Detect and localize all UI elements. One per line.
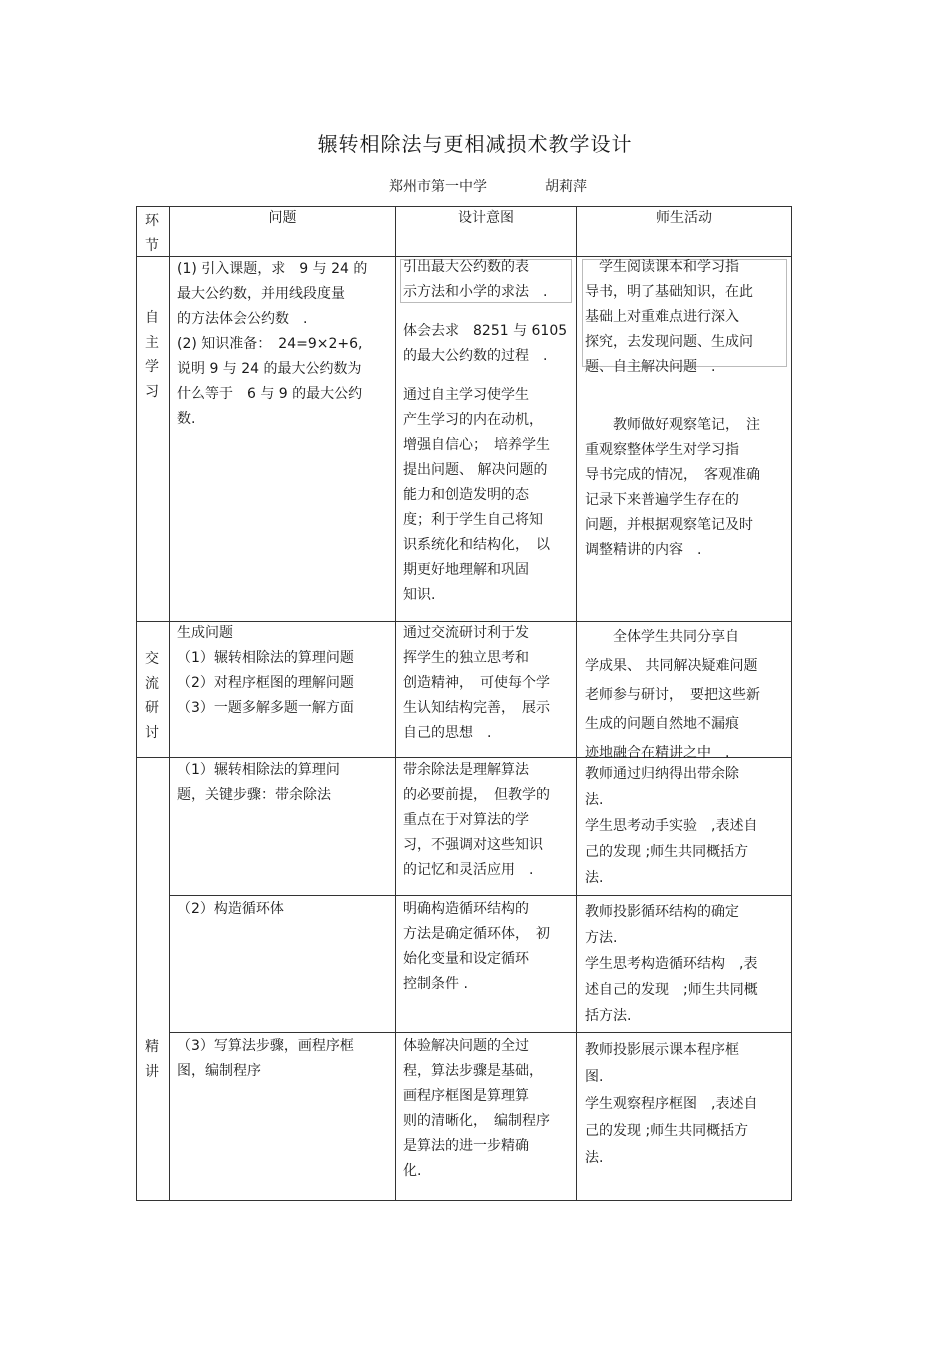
table-col-divider	[395, 206, 396, 1201]
stage-discussion: 交 流 研 讨	[145, 651, 159, 741]
activity-lecture-3: 教师投影展示课本程序框 图. 学生观察程序框图 ,表述自 己的发现 ;师生共同概括方 法.	[585, 1042, 758, 1166]
stage-lecture: 精 讲	[145, 1039, 159, 1080]
activity-discussion: 全体学生共同分享自 学成果、 共同解决疑难问题 老师参与研讨， 要把这些新 生成的问题自然地不漏痕 迹地融合在精讲之中 .	[585, 629, 760, 761]
header-intent: 设计意图	[458, 210, 514, 226]
header-activity: 师生活动	[656, 210, 712, 226]
question-lecture-1: （1）辗转相除法的算理问 题，关键步骤：带余除法	[177, 762, 340, 803]
activity-lecture-2: 教师投影循环结构的确定 方法. 学生思考构造循环结构 ,表 述自己的发现 ;师生共同概 括方法.	[585, 904, 758, 1024]
school-name: 郑州市第一中学	[389, 179, 487, 195]
activity-self-study: 学生阅读课本和学习指 导书，明了基础知识，在此 基础上对重难点进行深入 探究，去发现问题、生成问 题、自主解决问题 . 教师做好观察笔记， 注 重观察整体学生对学习指 导书完成的情况， 客观准确 记录下来普遍学生存在的 问题，并根据观察笔记及时 调整精讲的内容 .	[585, 259, 760, 558]
table-border-right	[791, 206, 792, 1201]
table-subrow-divider	[169, 1032, 792, 1033]
activity-lecture-1: 教师通过归纳得出带余除 法. 学生思考动手实验 ,表述自 己的发现 ;师生共同概括方 法.	[585, 766, 758, 886]
question-self-study: (1) 引入课题，求 9 与 24 的 最大公约数，并用线段度量 的方法体会公约数 . (2) 知识准备： 24=9×2+6, 说明 9 与 24 的最大公约数为 什么等于 6 与 9 的最大公约 数.	[177, 261, 368, 427]
question-discussion: 生成问题 （1）辗转相除法的算理问题 （2）对程序框图的理解问题 （3）一题多解多题一解方面	[177, 625, 354, 716]
intent-discussion: 通过交流研讨利于发 挥学生的独立思考和 创造精神， 可使每个学 生认知结构完善， 展示 自己的思想 .	[403, 625, 550, 741]
author-name: 胡莉萍	[545, 179, 587, 195]
table-border-left	[136, 206, 137, 1201]
table-subrow-divider	[169, 895, 792, 896]
stage-self-study: 自 主 学 习	[145, 310, 159, 400]
question-lecture-2: （2）构造循环体	[177, 901, 284, 917]
intent-lecture-2: 明确构造循环结构的 方法是确定循环体， 初 始化变量和设定循环 控制条件 .	[403, 901, 550, 992]
header-question: 问题	[268, 210, 297, 226]
intent-self-study: 引出最大公约数的表 示方法和小学的求法 . 体会去求 8251 与 6105 的最大公约数的过程 . 通过自主学习使学生 产生学习的内在动机， 增强自信心； 培养学生 提出问题、 解决问题的 能力和创造发明的态 度；利于学生自己将知 识系统化和结构化， 以 期更好地理解和巩固 知识.	[403, 259, 568, 603]
intent-lecture-1: 带余除法是理解算法 的必要前提， 但教学的 重点在于对算法的学 习，不强调对这些知识 的记忆和灵活应用 .	[403, 762, 550, 878]
header-stage: 环 节	[145, 213, 159, 254]
table-border-bottom	[136, 1200, 792, 1201]
question-lecture-3: （3）写算法步骤，画程序框 图，编制程序	[177, 1038, 354, 1079]
table-col-divider	[576, 206, 577, 1201]
intent-lecture-3: 体验解决问题的全过 程，算法步骤是基础， 画程序框图是算理算 则的清晰化， 编制程序 是算法的进一步精确 化.	[403, 1038, 550, 1179]
document-title: 辗转相除法与更相减损术教学设计	[317, 132, 633, 156]
table-col-divider	[169, 206, 170, 1201]
